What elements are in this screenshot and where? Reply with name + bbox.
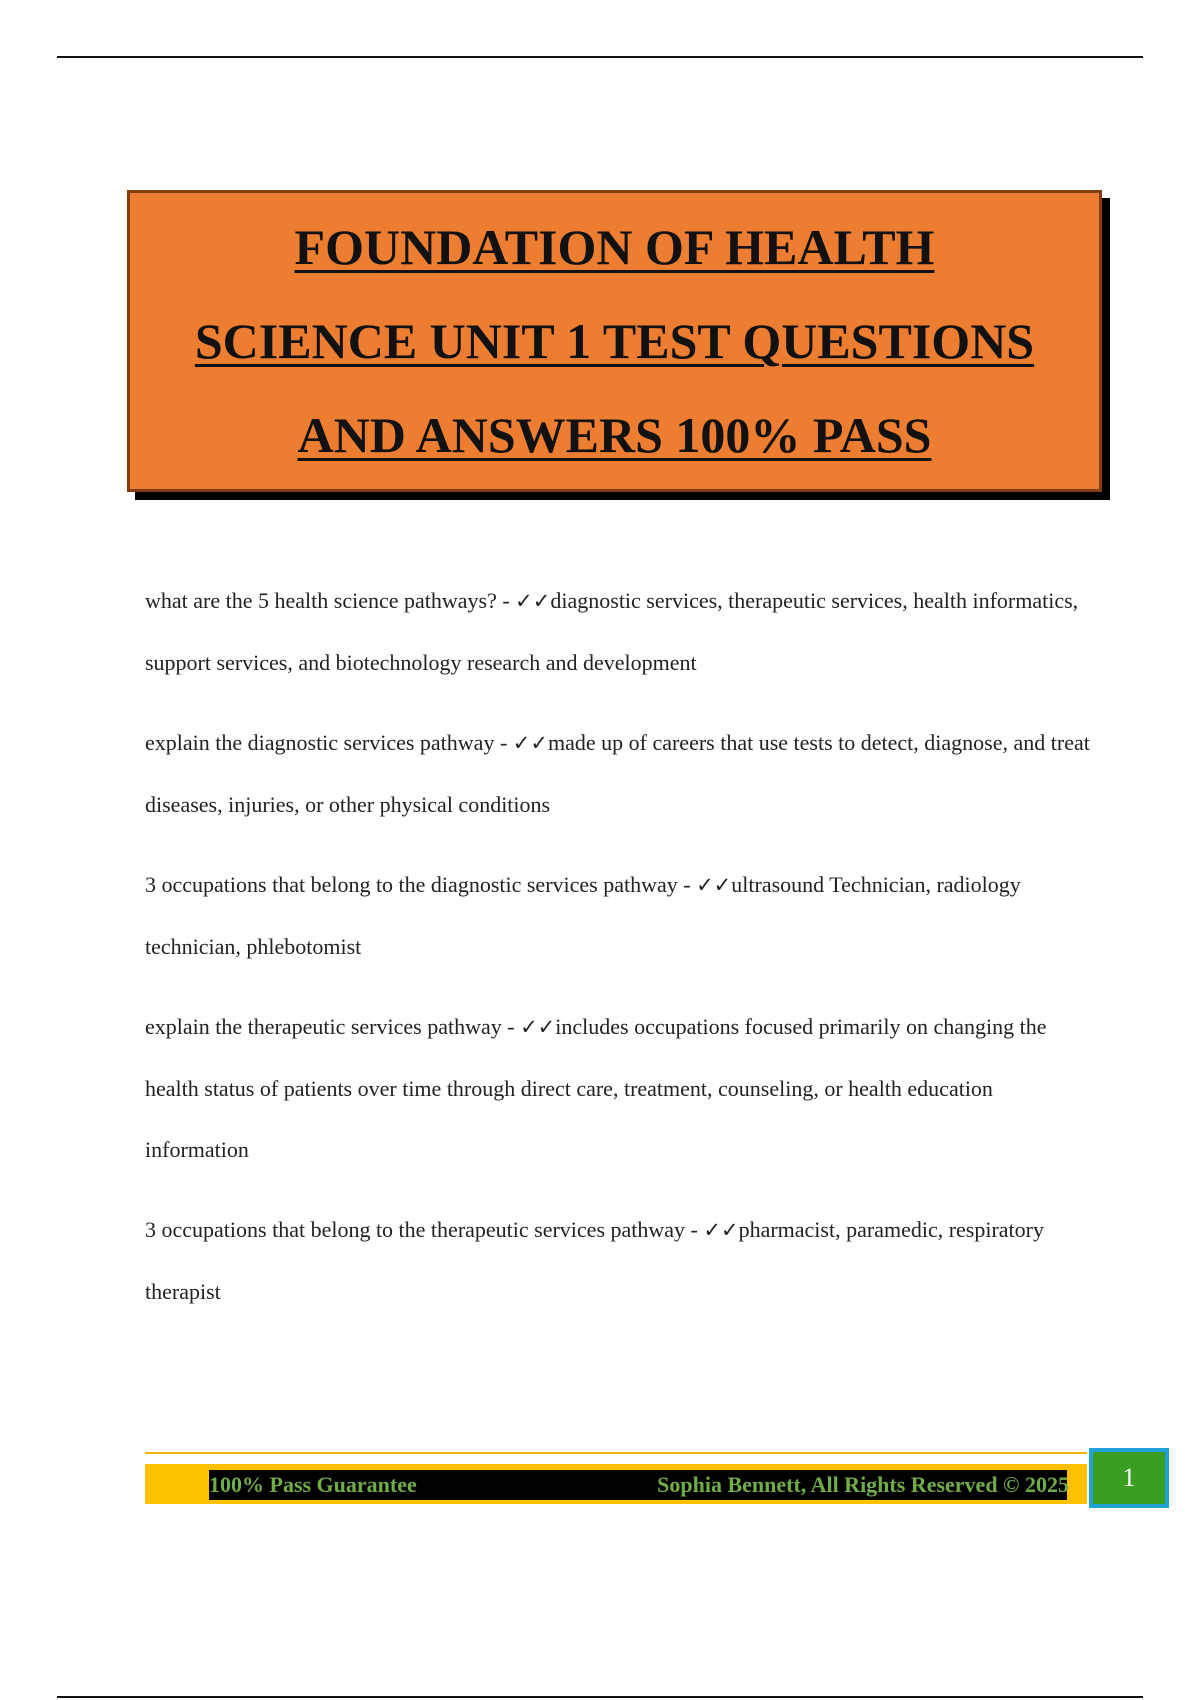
footer-guarantee-text: 100% Pass Guarantee [209,1472,417,1497]
qa-question: 3 occupations that belong to the therapeutic services pathway - [145,1217,698,1242]
qa-item [145,1199,1095,1322]
qa-answer: diagnostic services, therapeutic services, health informatics, support services, and biotechnology research and development [145,588,1079,675]
qa-item [145,854,1095,977]
footer-copyright-text: Sophia Bennett, All Rights Reserved © 2025 [657,1472,1069,1497]
bottom-rule [57,1696,1143,1698]
title-banner [127,190,1102,492]
double-check-icon: ✓✓ [696,873,732,897]
title-line-3: AND ANSWERS 100% PASS [297,407,932,463]
qa-question: what are the 5 health science pathways? - [145,588,510,613]
title-line-1: FOUNDATION OF HEALTH [294,219,935,275]
page-number-badge [1089,1448,1169,1508]
qa-item [145,996,1095,1180]
qa-list [145,570,1095,1341]
footer-bar [145,1464,1087,1504]
qa-question: explain the therapeutic services pathway - [145,1014,515,1039]
double-check-icon: ✓✓ [512,731,548,755]
title-box [127,190,1102,492]
page-footer [145,1452,1087,1504]
top-rule [57,56,1143,58]
qa-item [145,712,1095,835]
qa-question: 3 occupations that belong to the diagnostic services pathway - [145,872,691,897]
double-check-icon: ✓✓ [520,1015,556,1039]
double-check-icon: ✓✓ [515,589,551,613]
qa-answer: made up of careers that use tests to detect, diagnose, and treat diseases, injuries, or other physical conditions [145,730,1090,817]
page-number: 1 [1122,1463,1136,1492]
qa-answer: pharmacist, paramedic, respiratory therapist [145,1217,1044,1304]
qa-answer: ultrasound Technician, radiology technician, phlebotomist [145,872,1021,959]
double-check-icon: ✓✓ [703,1218,739,1242]
qa-answer: includes occupations focused primarily on changing the health status of patients over time through direct care, treatment, counseling, or health education information [145,1014,1047,1162]
qa-item [145,570,1095,693]
title-line-2: SCIENCE UNIT 1 TEST QUESTIONS [194,313,1035,369]
qa-question: explain the diagnostic services pathway - [145,730,508,755]
footer-divider [145,1452,1087,1454]
